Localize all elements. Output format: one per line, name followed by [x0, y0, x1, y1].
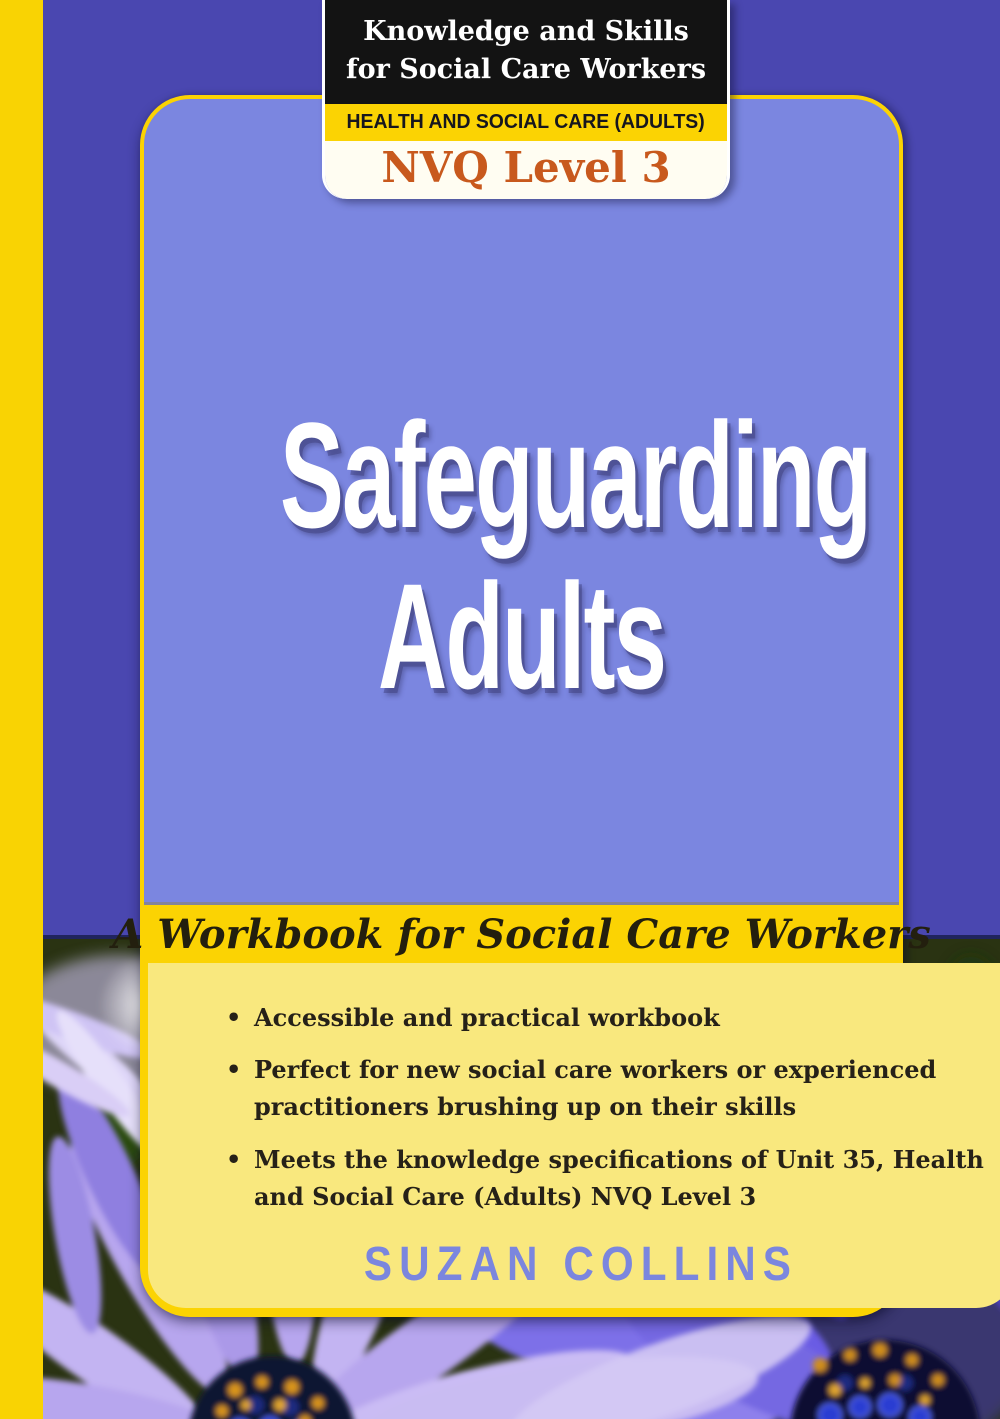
- highlights-panel: [148, 963, 1000, 1308]
- series-header: [322, 0, 730, 199]
- cover-card: [112, 95, 984, 1317]
- left-accent-strip: [0, 0, 43, 1419]
- highlight-item: [202, 1051, 984, 1125]
- series-title: [325, 0, 727, 104]
- series-category-strip: [325, 104, 727, 141]
- highlights-list: [178, 999, 984, 1215]
- highlight-item-text: practitioners brushing up on their skills: [254, 1092, 797, 1122]
- series-title-line2: for Social Care Workers: [345, 53, 707, 85]
- nvq-level-badge: [325, 141, 727, 199]
- series-title-line1: Knowledge and Skills: [363, 16, 689, 47]
- subtitle-band: [112, 905, 931, 963]
- nvq-level-text: NVQ Level 3: [381, 143, 671, 193]
- highlight-item-text: • Meets the knowledge specifications of Unit 35, Health: [254, 1144, 984, 1174]
- author-name: SUZAN COLLINS: [363, 1237, 798, 1291]
- series-category: HEALTH AND SOCIAL CARE (ADULTS): [346, 110, 706, 133]
- highlight-item-text: • Perfect for new social care workers or experienced: [254, 1055, 937, 1085]
- highlight-item-text: • Accessible and practical workbook: [254, 1003, 720, 1032]
- highlight-item: [202, 1141, 984, 1215]
- book-title: [144, 391, 899, 720]
- book-subtitle: A Workbook for Social Care Workers: [112, 910, 931, 958]
- book-title-line1: Safeguarding: [279, 391, 871, 559]
- highlight-item-text: and Social Care (Adults) NVQ Level 3: [254, 1181, 757, 1211]
- highlights-section: [140, 963, 984, 1317]
- book-title-line2: Adults: [377, 551, 666, 720]
- highlight-item: [202, 999, 984, 1036]
- title-panel: [144, 99, 899, 905]
